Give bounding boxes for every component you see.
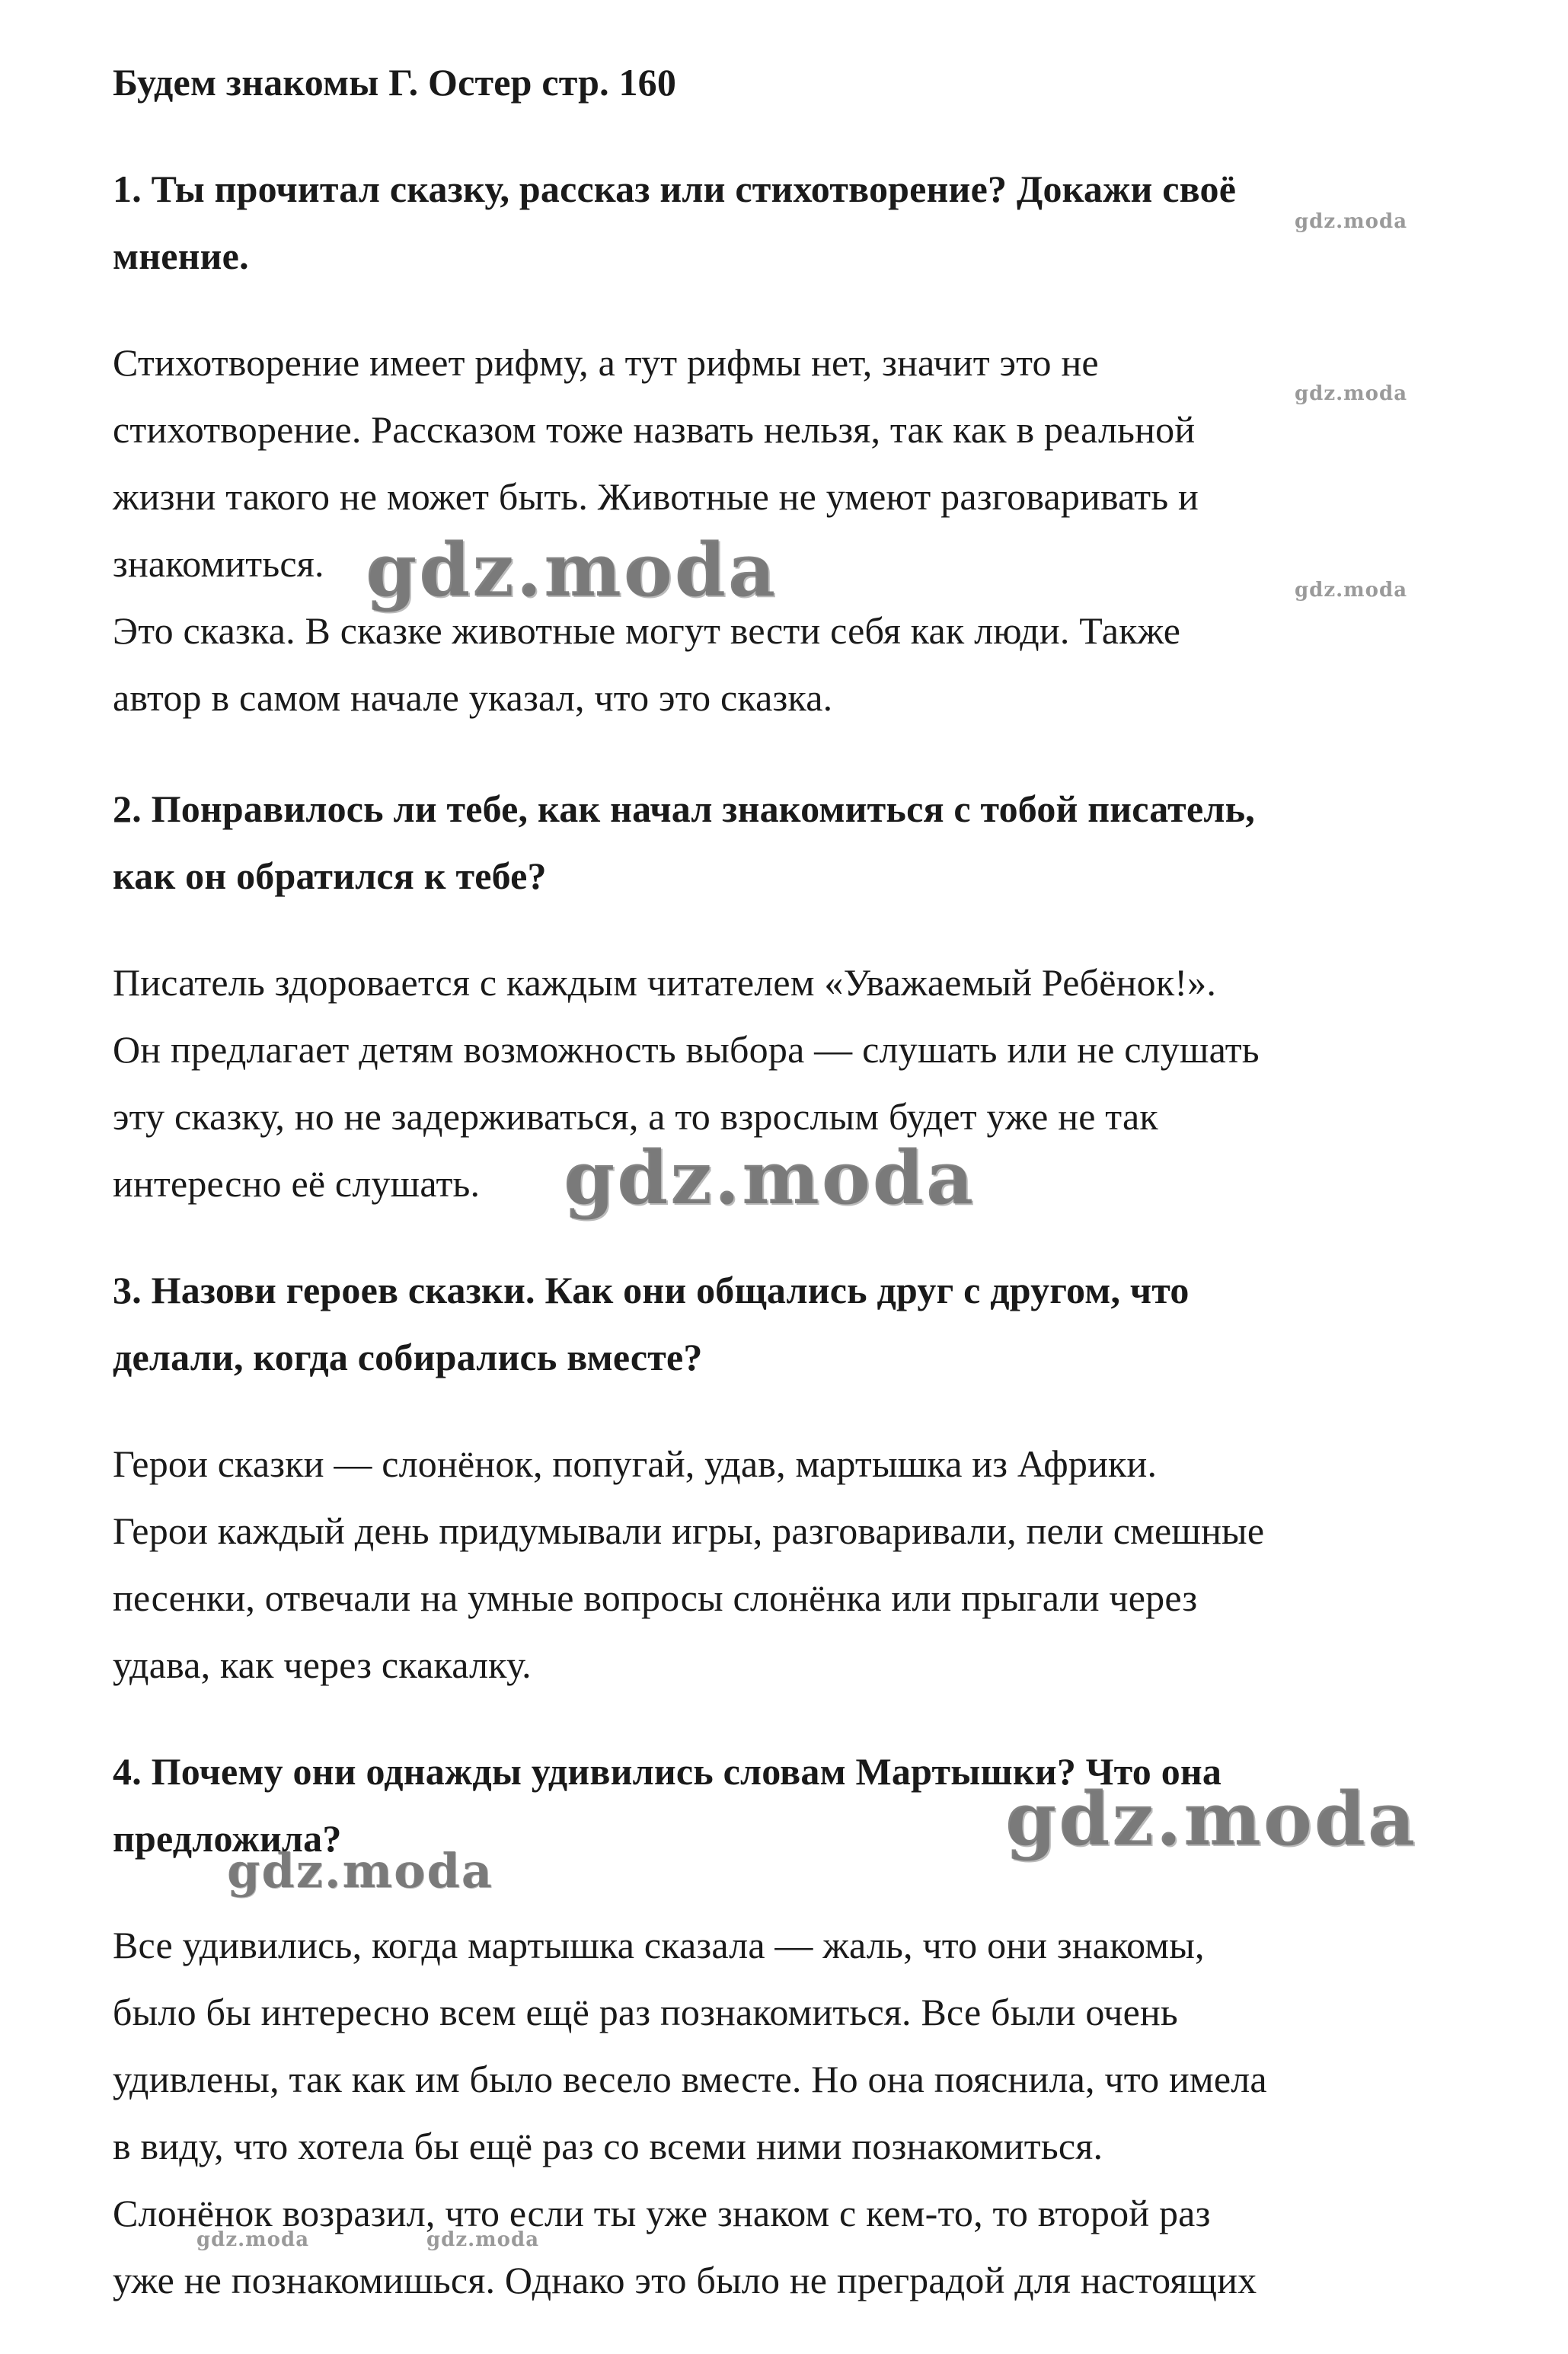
answer-1-line-5: Это сказка. В сказке животные могут вести себя как люди. Также <box>113 609 1181 652</box>
watermark: gdz.moda <box>426 2228 540 2251</box>
question-4-line-2: предложила? <box>113 1817 342 1860</box>
watermark: gdz.moda <box>196 2228 310 2251</box>
question-3-line-2: делали, когда собирались вместе? <box>113 1336 703 1378</box>
answer-4-line-5: Слонёнок возразил, что если ты уже знаком с кем-то, то второй раз <box>113 2192 1211 2234</box>
answer-3-line-1: Герои сказки — слонёнок, попугай, удав, мартышка из Африки. <box>113 1442 1158 1485</box>
answer-1-line-6: автор в самом начале указал, что это сказка. <box>113 676 833 719</box>
answer-3-line-2: Герои каждый день придумывали игры, разговаривали, пели смешные <box>113 1509 1265 1552</box>
watermark: gdz.moda <box>564 1135 976 1221</box>
answer-4-line-1: Все удивились, когда мартышка сказала — жаль, что они знакомы, <box>113 1924 1205 1966</box>
answer-4-line-3: удивлены, так как им было весело вместе. Но она пояснила, что имела <box>113 2058 1267 2100</box>
answer-4-line-4: в виду, что хотела бы ещё раз со всеми ними познакомиться. <box>113 2125 1103 2167</box>
question-4-line-1: 4. Почему они однажды удивились словам Мартышки? Что она <box>113 1750 1222 1793</box>
answer-1-line-3: жизни такого не может быть. Животные не умеют разговаривать и <box>113 475 1199 518</box>
answer-4-line-2: было бы интересно всем ещё раз познакомиться. Все были очень <box>113 1991 1178 2033</box>
question-2-line-2: как он обратился к тебе? <box>113 854 547 897</box>
watermark: gdz.moda <box>366 527 778 613</box>
watermark: gdz.moda <box>227 1843 493 1899</box>
answer-3-line-4: удава, как через скакалку. <box>113 1643 532 1686</box>
watermark: gdz.moda <box>1005 1776 1418 1862</box>
answer-3-line-3: песенки, отвечали на умные вопросы слонёнка или прыгали через <box>113 1576 1198 1619</box>
answer-1-line-2: стихотворение. Рассказом тоже назвать нельзя, так как в реальной <box>113 408 1196 451</box>
answer-2-line-1: Писатель здоровается с каждым читателем «Уважаемый Ребёнок!». <box>113 961 1217 1004</box>
watermark: gdz.moda <box>1295 210 1408 233</box>
answer-2-line-4: интересно её слушать. <box>113 1162 481 1205</box>
answer-2-line-3: эту сказку, но не задерживаться, а то взрослым будет уже не так <box>113 1095 1158 1138</box>
answer-1-line-4: знакомиться. <box>113 542 324 585</box>
question-1-line-2: мнение. <box>113 235 249 277</box>
answer-1-line-1: Стихотворение имеет рифму, а тут рифмы нет, значит это не <box>113 341 1099 384</box>
watermark: gdz.moda <box>1295 382 1408 405</box>
answer-4-line-6: уже не познакомишься. Однако это было не преградой для настоящих <box>113 2259 1257 2301</box>
question-2-line-1: 2. Понравилось ли тебе, как начал знакомиться с тобой писатель, <box>113 787 1255 830</box>
page-title: Будем знакомы Г. Остер стр. 160 <box>113 61 677 104</box>
watermark: gdz.moda <box>1295 579 1408 602</box>
answer-2-line-2: Он предлагает детям возможность выбора — слушать или не слушать <box>113 1028 1260 1071</box>
question-1-line-1: 1. Ты прочитал сказку, рассказ или стихотворение? Докажи своё <box>113 168 1237 210</box>
question-3-line-1: 3. Назови героев сказки. Как они общались друг с другом, что <box>113 1269 1190 1311</box>
